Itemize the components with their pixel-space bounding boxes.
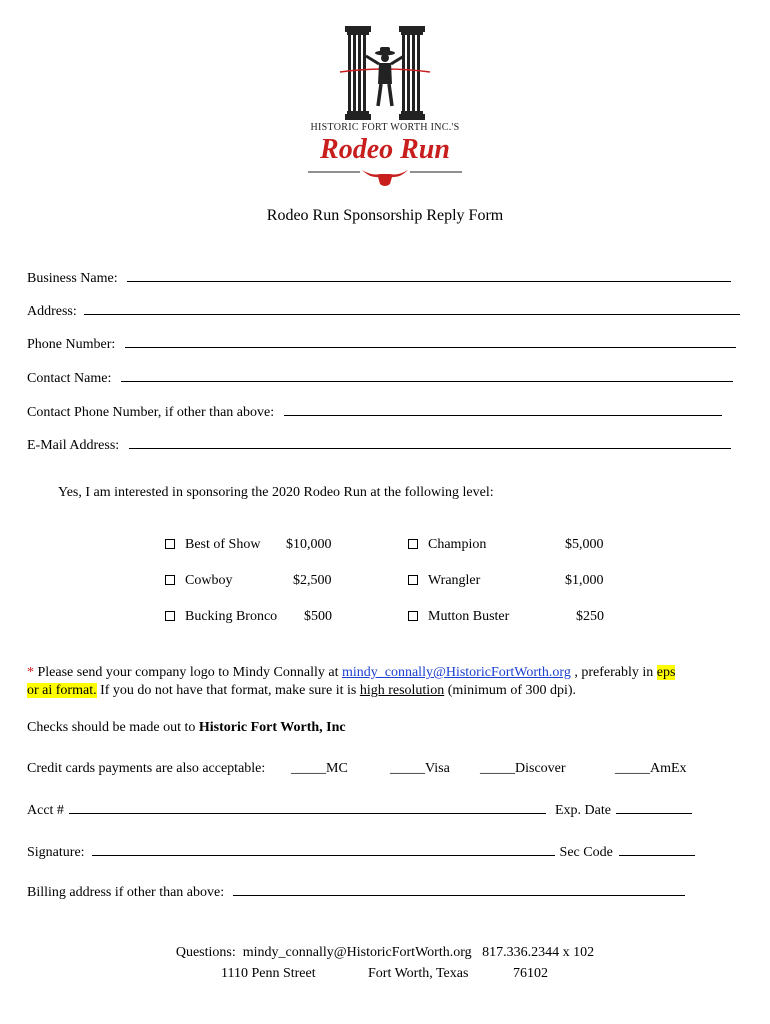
signature-field[interactable] bbox=[92, 844, 555, 856]
contact-name-row bbox=[27, 370, 733, 387]
credit-option-mc[interactable]: _____MC bbox=[291, 761, 348, 776]
level-name: Mutton Buster bbox=[428, 609, 510, 624]
signature-row bbox=[27, 844, 695, 861]
level-best-of-show[interactable] bbox=[165, 537, 260, 553]
longhorn-icon bbox=[300, 166, 470, 190]
exp-date-label: Exp. Date bbox=[554, 803, 611, 818]
contact-name-label: Contact Name: bbox=[27, 371, 112, 386]
level-wrangler[interactable] bbox=[408, 573, 480, 589]
billing-field[interactable] bbox=[233, 884, 685, 896]
checks-line bbox=[27, 720, 346, 736]
level-amount: $250 bbox=[576, 609, 604, 624]
footer-street: 1110 Penn Street bbox=[221, 966, 316, 981]
level-name: Best of Show bbox=[185, 537, 261, 552]
highlight-format: or ai format. bbox=[27, 683, 97, 698]
level-amount: $500 bbox=[304, 609, 332, 624]
level-amount: $10,000 bbox=[286, 537, 332, 552]
logo-org-line: HISTORIC FORT WORTH INC.'S bbox=[310, 122, 460, 133]
phone-number-row bbox=[27, 336, 736, 353]
checkbox[interactable] bbox=[408, 611, 418, 621]
contact-phone-label: Contact Phone Number, if other than above: bbox=[27, 405, 275, 420]
address-row bbox=[27, 303, 740, 320]
level-name: Bucking Bronco bbox=[185, 609, 278, 624]
highlight-eps: eps bbox=[656, 665, 676, 680]
footer-zip: 76102 bbox=[513, 966, 548, 981]
checkbox[interactable] bbox=[165, 611, 175, 621]
signature-label: Signature: bbox=[27, 845, 85, 860]
address-field[interactable] bbox=[84, 303, 740, 315]
contact-phone-row bbox=[27, 404, 722, 421]
checkbox[interactable] bbox=[408, 539, 418, 549]
payee: Historic Fort Worth, Inc bbox=[198, 720, 346, 735]
email-link[interactable]: mindy_connally@HistoricFortWorth.org bbox=[341, 665, 571, 680]
credit-label: Credit cards payments are also acceptable: bbox=[27, 761, 266, 776]
footer-questions: Questions: mindy_connally@HistoricFortWorth.org 817.336.2344 x 102 bbox=[175, 945, 595, 960]
level-amount: $5,000 bbox=[565, 537, 604, 552]
acct-field[interactable] bbox=[69, 802, 546, 814]
high-resolution-text: high resolution bbox=[359, 683, 445, 698]
interest-text: Yes, I am interested in sponsoring the 2020 Rodeo Run at the following level: bbox=[58, 485, 494, 500]
business-name-row bbox=[27, 270, 731, 287]
acct-row bbox=[27, 802, 692, 819]
contact-name-field[interactable] bbox=[121, 370, 733, 382]
logo-event-name: Rodeo Run bbox=[320, 134, 450, 165]
level-name: Cowboy bbox=[185, 573, 233, 588]
level-mutton-buster[interactable] bbox=[408, 609, 509, 625]
credit-option-visa[interactable]: _____Visa bbox=[390, 761, 450, 776]
checkbox[interactable] bbox=[165, 539, 175, 549]
note-text: If you do not have that format, make sure it is bbox=[96, 683, 360, 698]
business-name-label: Business Name: bbox=[27, 271, 118, 286]
email-row bbox=[27, 437, 731, 454]
level-name: Wrangler bbox=[428, 573, 481, 588]
email-field[interactable] bbox=[129, 437, 731, 449]
contact-phone-field[interactable] bbox=[284, 404, 722, 416]
note-text: , preferably in bbox=[570, 665, 657, 680]
sec-code-field[interactable] bbox=[619, 844, 695, 856]
note-text: Please send your company logo to Mindy Connally at bbox=[34, 665, 342, 680]
exp-date-field[interactable] bbox=[616, 802, 692, 814]
checkbox[interactable] bbox=[165, 575, 175, 585]
form-title: Rodeo Run Sponsorship Reply Form bbox=[266, 207, 504, 224]
level-bucking-bronco[interactable] bbox=[165, 609, 277, 625]
level-amount: $2,500 bbox=[293, 573, 332, 588]
email-label: E-Mail Address: bbox=[27, 438, 120, 453]
logo bbox=[300, 22, 470, 190]
business-name-field[interactable] bbox=[127, 270, 731, 282]
address-label: Address: bbox=[27, 304, 77, 319]
note-text: (minimum of 300 dpi). bbox=[444, 683, 577, 698]
footer-city: Fort Worth, Texas bbox=[368, 966, 469, 981]
acct-label: Acct # bbox=[27, 803, 64, 818]
level-champion[interactable] bbox=[408, 537, 486, 553]
phone-number-label: Phone Number: bbox=[27, 337, 116, 352]
level-cowboy[interactable] bbox=[165, 573, 232, 589]
level-amount: $1,000 bbox=[565, 573, 604, 588]
logo-note bbox=[27, 664, 747, 700]
credit-option-amex[interactable]: _____AmEx bbox=[615, 761, 687, 776]
pillars-runner-logo bbox=[300, 22, 470, 132]
level-name: Champion bbox=[428, 537, 487, 552]
sec-code-label: Sec Code bbox=[559, 845, 613, 860]
billing-label: Billing address if other than above: bbox=[27, 885, 225, 900]
checks-text: Checks should be made out to bbox=[27, 720, 199, 735]
note-asterisk: * bbox=[27, 665, 34, 680]
credit-option-discover[interactable]: _____Discover bbox=[480, 761, 566, 776]
phone-number-field[interactable] bbox=[125, 336, 736, 348]
checkbox[interactable] bbox=[408, 575, 418, 585]
billing-row bbox=[27, 884, 685, 901]
